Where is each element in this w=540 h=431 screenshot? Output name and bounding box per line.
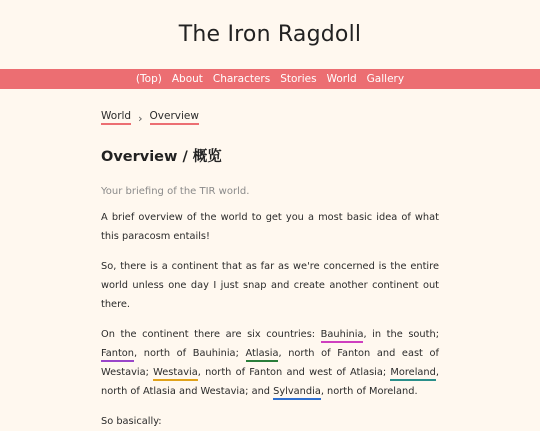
nav-item-world[interactable]: World [326, 73, 357, 85]
countries-text: , north of Bauhinia; [134, 348, 246, 359]
main-content [101, 89, 439, 431]
breadcrumb-overview-link[interactable]: Overview [150, 111, 199, 125]
breadcrumb [101, 111, 439, 125]
main-navbar [0, 69, 540, 89]
country-link-sylvandia[interactable]: Sylvandia [273, 386, 321, 400]
country-link-atlasia[interactable]: Atlasia [246, 348, 279, 362]
countries-text: , north of Fanton and east of Westavia; [101, 348, 439, 378]
site-header [0, 0, 540, 69]
intro-paragraph: A brief overview of the world to get you a most basic idea of what this paracosm entails! [101, 212, 439, 242]
nav-item-characters[interactable]: Characters [212, 73, 271, 85]
countries-text: , north of Atlasia and Westavia; and [101, 367, 439, 397]
country-link-fanton[interactable]: Fanton [101, 348, 134, 362]
page-title: Overview / 概览 [101, 149, 222, 165]
nav-item-gallery[interactable]: Gallery [366, 73, 405, 85]
nav-item-stories[interactable]: Stories [280, 73, 317, 85]
summary-lead-paragraph: So basically: [101, 416, 162, 427]
site-title: The Iron Ragdoll [178, 22, 362, 47]
nav-item-about[interactable]: About [171, 73, 203, 85]
countries-text: On the continent there are six countries: [101, 329, 321, 340]
countries-paragraph [101, 325, 439, 401]
page-subtitle: Your briefing of the TIR world. [101, 186, 250, 197]
breadcrumb-world-link[interactable]: World [101, 111, 131, 125]
country-link-westavia[interactable]: Westavia [153, 367, 198, 381]
continent-paragraph: So, there is a continent that as far as we're concerned is the entire world unless one day I just snap and create another continent out there. [101, 261, 439, 310]
countries-text: , in the south; [363, 329, 439, 340]
nav-item-top[interactable]: (Top) [135, 73, 162, 85]
countries-text: , north of Fanton and west of Atlasia; [197, 367, 391, 378]
chevron-right-icon: › [138, 111, 143, 125]
country-link-bauhinia[interactable]: Bauhinia [321, 329, 364, 343]
countries-text: , north of Moreland. [320, 386, 418, 397]
country-link-moreland[interactable]: Moreland [390, 367, 435, 381]
